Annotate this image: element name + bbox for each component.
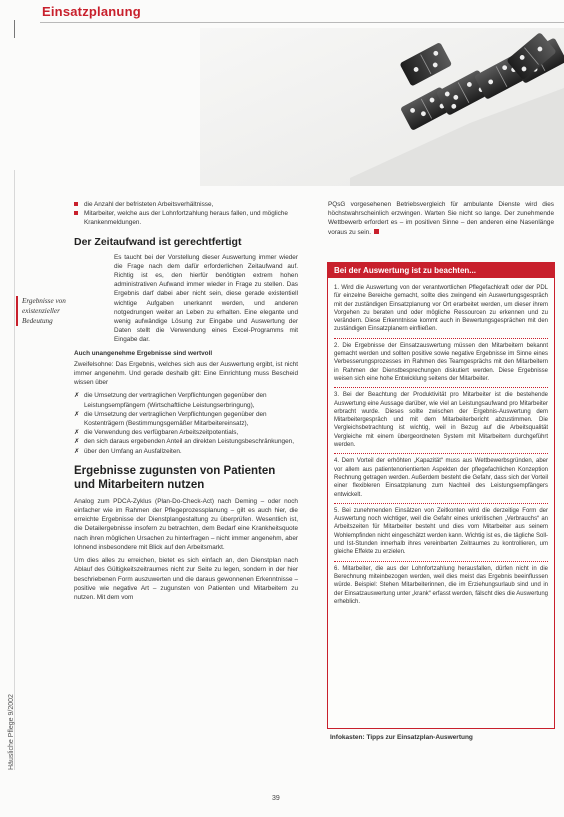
x-mark-icon: ✗ [74,438,80,446]
left-edge-rule [14,20,15,38]
info-box-title: Bei der Auswertung ist zu beachten... [328,263,554,278]
info-box-item: 2. Die Ergebnisse der Einsatzauswertung müssen den Mitarbeitern bekannt gemacht werden und sollten positive sowie negative Ergebnisse im Sinne eines Verbesserungsprozesses im Rahmen des Teamgesprächs mit den Mitarbeitern in Rahmen der Dienstbesprechungen diskutiert werden. Diese Ergebnisse weisen sich eine hohe Entwicklung seitens der Mitarbeiter. [334,339,548,388]
x-list-item [74,428,298,437]
pull-quote: Ergebnisse von existenzieller Bedeutung [16,296,80,326]
paragraph: Um dies alles zu erreichen, bietet es sich einfach an, den Dienstplan nach Ablauf des Gültigkeitszeitraumes nicht zur Seite zu legen, sondern in der hier beschriebenen Form auszuwerten und die daraus gewonnenen Erkenntnisse – positive wie negative Art – zugunsten von Patienten und Mitarbeitern zu nutzen. Mit dem vom [74,557,298,601]
intro-bullet-list [74,200,298,228]
x-list-text: die Umsetzung der vertraglichen Verpflichtungen gegenüber den Leistungsempfängern (Wirtschaftliche Leistungserbringung), [84,392,267,409]
intro-bullet-item: Mitarbeiter, welche aus der Lohnfortzahlung heraus fallen, und mögliche Krankenmeldungen. [74,209,298,227]
dominoes-photo [200,28,564,186]
section-heading-ergebnisse-nutzen: Ergebnisse zugunsten von Patienten und Mitarbeitern nutzen [74,464,276,491]
x-mark-list [74,391,298,455]
x-list-item [74,410,298,428]
section-heading-zeitaufwand: Der Zeitaufwand ist gerechtfertigt [74,235,242,248]
x-mark-icon: ✗ [74,392,80,400]
paragraph: Es taucht bei der Vorstellung dieser Auswertung immer wieder die Frage nach dem dafür erforderlichen Zeitaufwand auf. Richtig ist es, den hierfür benötigten extrem hohen administrativen Aufwand immer wieder in Frage zu stellen. Das Ergebnis darf dabei aber nicht sein, diese gerade existentiell wichtige Aufgaben unerkannt werden, und anderen notgedrungen weiter an Leben zu erhalten. Eine elegante und wenig aufwändige Lösung zur Eingabe und Auswertung der Daten stellt die Verwendung eines Excel-Programms mit Eingabe dar. [114,253,298,344]
info-box-item: 3. Bei der Beachtung der Produktivität pro Mitarbeiter ist die bestehende Auswertung eine Aussage darüber, wie viel an Leistungsaufwand pro Mitarbeiter erbracht wurde. Dieses sollte zwischen der Ergebnis-Auswertung dem Mitarbeitergespräch und mit dem Mitarbeiterbericht abzustimmen. Die Vergleichsbetrachtung ist wichtig, weil in Bezug auf die Arbeitsqualität Vergleiche mit einem übergeordneten System mit Mitarbeitern durchgeführt werden. [334,388,548,454]
x-list-text: die Umsetzung der vertraglichen Verpflichtungen gegenüber den Kostenträgern (Bestimmungsgemäßer Mitarbeitereinsatz), [84,410,267,428]
dominoes-image [200,28,564,186]
x-list-text: den sich daraus ergebenden Anteil an direkten Leistungsbeschränkungen, [84,438,294,446]
end-of-article-icon [374,229,379,234]
info-box-item: 4. Dem Vorteil der erhöhten „Kapazität“ muss aus Wettbewerbsgründen, aber vor allem aus patientenorientierten Aspekten der pflegefachlichen Konzeption Rechnung getragen werden. Außerdem besteht die Gefahr, dass sich der Vorteil einer flexibleren Einsatzplanung zum Nachteil des Leistungsempfängers entwickelt. [334,454,548,503]
paragraph: Zweifelsohne: Das Ergebnis, welches sich aus der Auswertung ergibt, ist nicht immer angenehm. Und gerade deshalb gilt: Eine Einrichtung muss Bescheid wissen über [74,360,298,387]
info-box-item: 1. Wird die Auswertung von der verantwortlichen Pflegefachkraft oder der PDL für einzelne Bereiche gemacht, sollte dies zwingend ein Auswertungsgespräch mit der zuständigen Einsatzplanung vor Ort erarbeitet werden, um dieser ihrem Vorgehen zu beraten und oder mögliche Ressourcen zu erkennen und zu verändern. Diese Erkenntnisse kommt auch in Bewertungsgesprächen mit den zuständigen Einsatzplanern einfließen. [334,281,548,339]
header-divider [40,22,564,23]
left-column [74,200,298,606]
page-number: 39 [272,795,280,802]
section-header-title: Einsatzplanung [42,4,141,19]
x-list-text: über den Umfang an Ausfallzeiten. [84,447,182,455]
info-box [327,262,555,729]
x-mark-icon: ✗ [74,429,80,437]
info-box-items [328,278,554,613]
x-list-item [74,447,298,456]
x-list-text: die Verwendung des verfügbaren Arbeitszeitpotentials, [84,429,239,437]
x-list-item [74,391,298,409]
info-box-item: 5. Bei zunehmenden Einsätzen von Zeitkonten wird die derzeitige Form der Auswertung noch wichtiger, weil die Gefahr eines unkritischen „Verbrauchs“ an Arbeitszeiten für Mitarbeiter besteht und dies vom Mitarbeiter aus seinem Wohlempfinden nicht eingeschätzt werden kann. Wichtig ist es, die tägliche Soll- und Ist-Stunden innerhalb ihres vereinbarten Zeitraumes zu kontrollieren, um gleiche Effekte zu erzielen. [334,504,548,562]
paragraph: Analog zum PDCA-Zyklus (Plan-Do-Check-Act) nach Deming – oder noch einfacher wie im Rahmen der Pflegeprozessplanung – gilt es auch hier, die erreichte Ergebnisse der Dienstplangestaltung zu überprüfen. Wesentlich ist, die Detailergebnisse insofern zu betrachten, dem Bedarf eine Krankheitsquote nach ihren möglichen Ursachen zu hinterfragen – nicht immer angenehm, aber lohnend insbesondere mit Blick auf den Arbeitsmarkt. [74,497,298,551]
paragraph-text: PQsG vorgesehenen Betriebsvergleich für ambulante Dienste wird dies höchstwahrscheinlich erzwingen. Warten Sie nicht so lange. Der zunehmende Wettbewerb erfordert es – im positiven Sinne – den anderen eine Nasenlänge voraus zu sein. [328,201,554,236]
paragraph [328,200,554,237]
info-box-item: 6. Mitarbeiter, die aus der Lohnfortzahlung herausfallen, dürfen nicht in die Berechnung miteinbezogen werden, weil dies meist das Ergebnis beeinflussen würde. Beispiel: Stehen Mitarbeiterinnen, die im Erziehungsurlaub sind und in der Einsatzauswertung unter „krank“ erfasst werden, fälscht dies die Auswertung erheblich. [334,565,548,605]
x-list-item [74,437,298,446]
x-mark-icon: ✗ [74,410,80,418]
right-column [328,200,554,241]
subheading-ergebnisse: Auch unangenehme Ergebnisse sind wertvoll [74,349,213,357]
x-mark-icon: ✗ [74,447,80,455]
info-box-caption: Infokasten: Tipps zur Einsatzplan-Auswertung [330,734,473,741]
intro-bullet-item: die Anzahl der befristeten Arbeitsverhältnisse, [74,200,298,209]
journal-issue-label: Häusliche Pflege 9/2002 [8,694,15,770]
